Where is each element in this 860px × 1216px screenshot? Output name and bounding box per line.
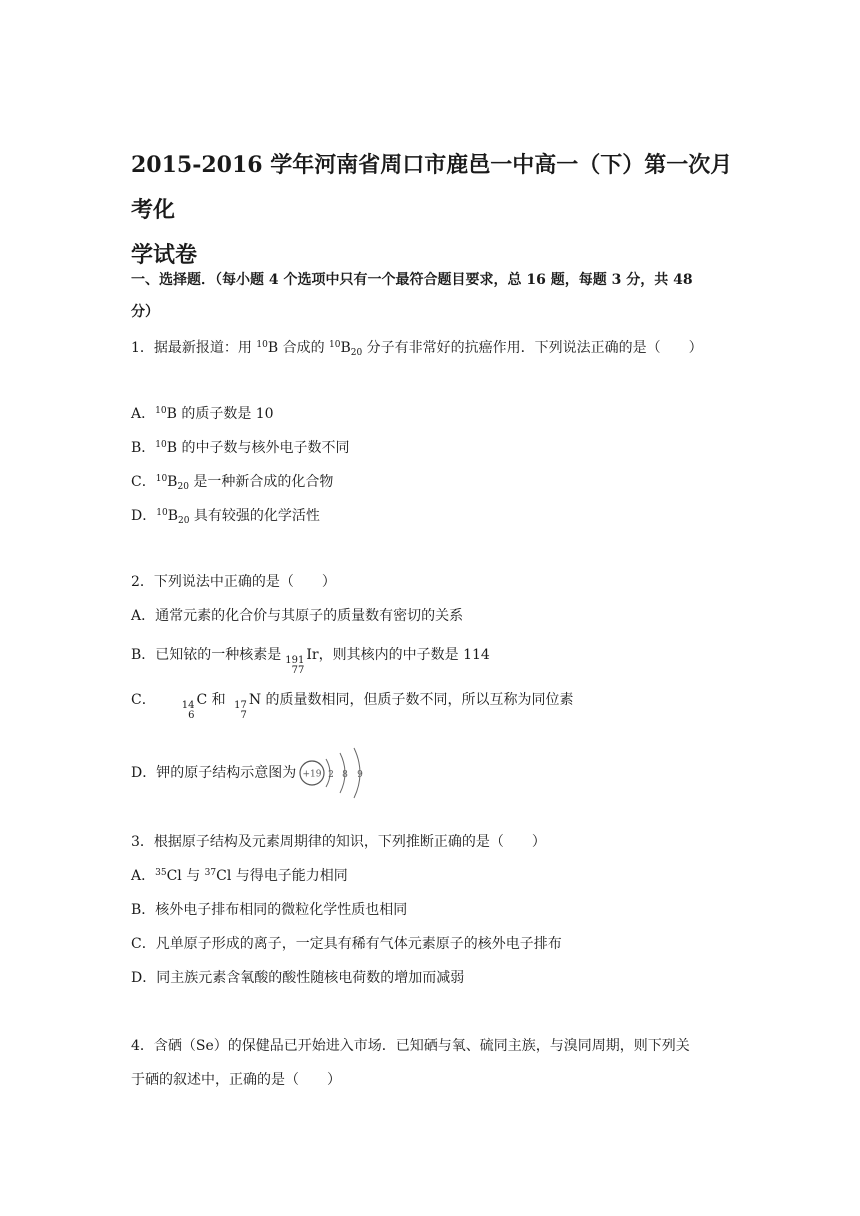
option-label: A． <box>131 868 156 884</box>
stem-text: B 合成的 <box>267 340 330 356</box>
option-label: C． <box>131 692 156 708</box>
element-symbol: B <box>340 340 351 356</box>
option-label: A． <box>131 608 156 624</box>
mass-number: 10 <box>155 440 167 450</box>
stem-text: 据最新报道：用 <box>153 340 257 356</box>
option-text: 核外电子排布相同的微粒化学性质也相同 <box>155 902 408 918</box>
question-2-option-c[interactable] <box>131 690 574 721</box>
option-text: 是一种新合成的化合物 <box>188 474 334 490</box>
question-2-option-a[interactable] <box>131 606 463 626</box>
question-3-stem <box>131 832 546 852</box>
mass-number: 10 <box>155 406 167 416</box>
atomic-number: 6 <box>188 710 195 721</box>
question-3-option-b[interactable] <box>131 900 407 920</box>
exam-title-line-1: 2015-2016 学年河南省周口市鹿邑一中高一（下）第一次月考化 <box>131 152 733 223</box>
option-label: D． <box>131 765 157 781</box>
stem-text: 分子有非常好的抗癌作用．下列说法正确的是（ ） <box>362 340 703 356</box>
stem-text: 根据原子结构及元素周期律的知识，下列推断正确的是（ ） <box>153 834 546 850</box>
shell-1-electrons: 2 <box>328 770 335 780</box>
option-label: D． <box>131 508 157 524</box>
option-text: Cl 与 <box>166 868 205 884</box>
nucleus-charge: +19 <box>302 769 322 780</box>
nuclide-notation <box>234 701 247 721</box>
atom-count: 20 <box>177 482 189 492</box>
section-heading-text-end: 分） <box>131 304 159 320</box>
question-number: 2． <box>131 574 154 590</box>
option-label: A． <box>131 406 156 422</box>
question-1-option-b[interactable] <box>131 438 350 458</box>
option-text: 通常元素的化合价与其原子的质量数有密切的关系 <box>155 608 464 624</box>
question-3-option-d[interactable] <box>131 968 464 988</box>
option-text: 具有较强的化学活性 <box>189 508 320 524</box>
question-2-option-d[interactable] <box>131 745 376 801</box>
atom-count: 20 <box>350 348 363 358</box>
atomic-number: 77 <box>291 665 305 676</box>
question-1-option-a[interactable] <box>131 404 274 424</box>
option-label: B． <box>131 440 156 456</box>
option-text: 钾的原子结构示意图为 <box>156 765 297 781</box>
mass-number: 191 <box>285 655 305 666</box>
mass-number: 17 <box>234 700 247 711</box>
mass-number: 14 <box>181 700 195 711</box>
option-text: 凡单原子形成的离子，一定具有稀有气体元素原子的核外电子排布 <box>155 936 562 952</box>
question-4-stem-line-2 <box>131 1070 341 1090</box>
question-2-option-b[interactable] <box>131 645 490 676</box>
nuclide-notation <box>285 656 304 676</box>
option-text: Cl 与得电子能力相同 <box>216 868 348 884</box>
mass-number: 35 <box>155 868 167 878</box>
nuclide-notation <box>182 701 195 721</box>
question-3-option-a[interactable] <box>131 866 348 886</box>
question-1-stem <box>131 338 703 358</box>
option-label: C． <box>131 474 156 490</box>
stem-text: 于硒的叙述中，正确的是（ ） <box>131 1072 341 1088</box>
option-text: B 的中子数与核外电子数不同 <box>166 440 350 456</box>
option-label: B． <box>131 647 156 663</box>
element-symbol: B <box>167 474 178 490</box>
option-text: B 的质子数是 10 <box>166 406 274 422</box>
option-text: 的质量数相同，但质子数不同，所以互称为同位素 <box>261 692 574 708</box>
shell-3-electrons: 9 <box>357 770 364 780</box>
question-2-stem <box>131 572 336 592</box>
section-heading-line-1 <box>131 270 693 290</box>
stem-text: 含硒（Se）的保健品已开始进入市场．已知硒与氧、硫同主族，与溴同周期，则下列关 <box>153 1038 690 1054</box>
option-text: 已知铱的一种核素是 <box>155 647 282 663</box>
section-heading-line-2 <box>131 302 159 322</box>
question-1-option-d[interactable] <box>131 506 320 526</box>
mass-number: 10 <box>155 474 168 484</box>
option-label: B． <box>131 902 156 918</box>
atom-count: 20 <box>177 516 190 526</box>
section-heading-text: 一、选择题．（每小题 4 个选项中只有一个最符合题目要求，总 16 题，每题 3 分，共 48 <box>131 272 693 288</box>
exam-title <box>131 143 741 278</box>
element-symbol: Ir <box>306 647 319 663</box>
question-3-option-c[interactable] <box>131 934 562 954</box>
option-label: D． <box>131 970 157 986</box>
mass-number: 10 <box>156 508 168 518</box>
mass-number: 10 <box>256 340 268 350</box>
element-symbol: C <box>196 692 208 708</box>
mass-number: 10 <box>329 340 341 350</box>
stem-text: 下列说法中正确的是（ ） <box>153 574 336 590</box>
atomic-number: 7 <box>240 710 247 721</box>
element-symbol: N <box>248 692 262 708</box>
option-label: C． <box>131 936 156 952</box>
question-number: 4． <box>131 1038 154 1054</box>
potassium-atom-diagram <box>298 745 376 801</box>
option-text: ，则其核内的中子数是 114 <box>318 647 490 663</box>
option-text: 和 <box>207 692 231 708</box>
question-number: 1． <box>131 340 154 356</box>
option-text: 同主族元素含氧酸的酸性随核电荷数的增加而减弱 <box>156 970 465 986</box>
shell-2-electrons: 8 <box>342 770 349 780</box>
element-symbol: B <box>167 508 178 524</box>
question-1-option-c[interactable] <box>131 472 333 492</box>
question-number: 3． <box>131 834 154 850</box>
exam-title-line-2: 学试卷 <box>131 242 198 268</box>
mass-number: 37 <box>204 868 217 878</box>
question-4-stem-line-1 <box>131 1036 690 1056</box>
